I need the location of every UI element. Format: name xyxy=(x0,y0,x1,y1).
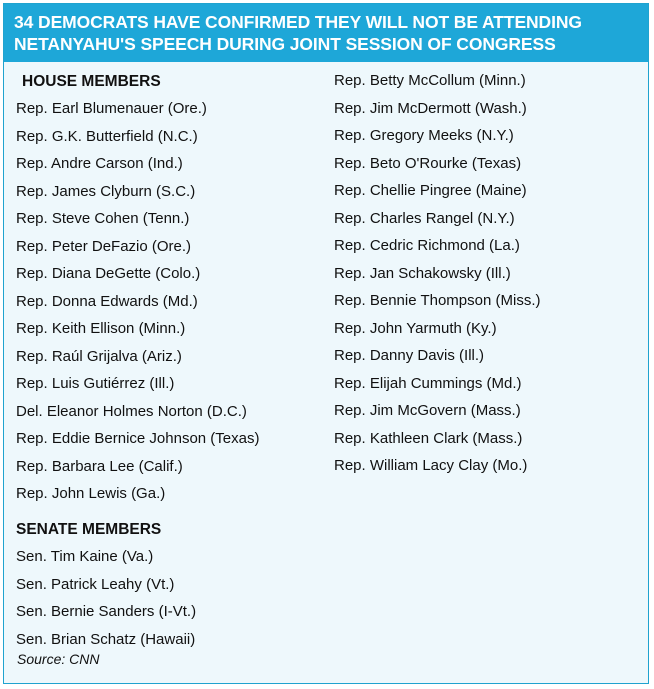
list-item: Sen. Brian Schatz (Hawaii) xyxy=(16,630,196,648)
list-item: Rep. Barbara Lee (Calif.) xyxy=(16,457,183,475)
senate-members-heading: SENATE MEMBERS xyxy=(16,521,162,538)
source-credit: Source: CNN xyxy=(17,651,100,667)
list-item: Rep. Cedric Richmond (La.) xyxy=(334,237,520,254)
list-item: Rep. Bennie Thompson (Miss.) xyxy=(334,292,541,309)
list-item: Sen. Patrick Leahy (Vt.) xyxy=(16,575,175,593)
list-item: Rep. Luis Gutiérrez (Ill.) xyxy=(16,375,175,392)
header-banner xyxy=(4,4,648,62)
list-item: Rep. Charles Rangel (N.Y.) xyxy=(334,209,515,227)
list-item: Sen. Tim Kaine (Va.) xyxy=(16,548,154,565)
list-item: Rep. Earl Blumenauer (Ore.) xyxy=(16,100,207,117)
header-line-2: NETANYAHU'S SPEECH DURING JOINT SESSION OF CONGRESS xyxy=(14,34,556,54)
list-item: Rep. John Lewis (Ga.) xyxy=(16,485,166,502)
list-item: Rep. G.K. Butterfield (N.C.) xyxy=(16,127,198,145)
list-item: Rep. Peter DeFazio (Ore.) xyxy=(16,237,192,255)
list-item: Rep. Danny Davis (Ill.) xyxy=(334,347,485,364)
list-item: Rep. Raúl Grijalva (Ariz.) xyxy=(16,347,182,365)
list-item: Rep. Andre Carson (Ind.) xyxy=(16,155,183,172)
list-item: Rep. Beto O'Rourke (Texas) xyxy=(334,154,522,172)
infographic-card xyxy=(3,3,649,684)
list-item: Rep. Jim McDermott (Wash.) xyxy=(334,99,527,117)
list-item: Sen. Bernie Sanders (I-Vt.) xyxy=(16,603,197,620)
list-item: Rep. Betty McCollum (Minn.) xyxy=(334,72,526,89)
list-item: Rep. Elijah Cummings (Md.) xyxy=(334,374,522,392)
list-item: Rep. James Clyburn (S.C.) xyxy=(16,182,196,200)
house-members-heading: HOUSE MEMBERS xyxy=(22,73,161,90)
list-item: Rep. William Lacy Clay (Mo.) xyxy=(334,457,528,474)
header-line-1: 34 DEMOCRATS HAVE CONFIRMED THEY WILL NOT BE ATTENDING xyxy=(14,12,582,32)
list-item: Rep. Jim McGovern (Mass.) xyxy=(334,402,521,419)
list-item: Rep. John Yarmuth (Ky.) xyxy=(334,319,497,337)
list-item: Rep. Chellie Pingree (Maine) xyxy=(334,182,527,199)
list-item: Rep. Donna Edwards (Md.) xyxy=(16,292,198,310)
list-item: Rep. Keith Ellison (Minn.) xyxy=(16,320,186,337)
list-item: Rep. Eddie Bernice Johnson (Texas) xyxy=(16,430,260,447)
list-item: Rep. Gregory Meeks (N.Y.) xyxy=(334,127,514,144)
list-item: Rep. Diana DeGette (Colo.) xyxy=(16,265,201,282)
list-item: Rep. Steve Cohen (Tenn.) xyxy=(16,210,190,227)
list-item: Rep. Jan Schakowsky (Ill.) xyxy=(334,264,511,282)
list-item: Rep. Kathleen Clark (Mass.) xyxy=(334,429,523,447)
list-item: Del. Eleanor Holmes Norton (D.C.) xyxy=(16,402,247,420)
